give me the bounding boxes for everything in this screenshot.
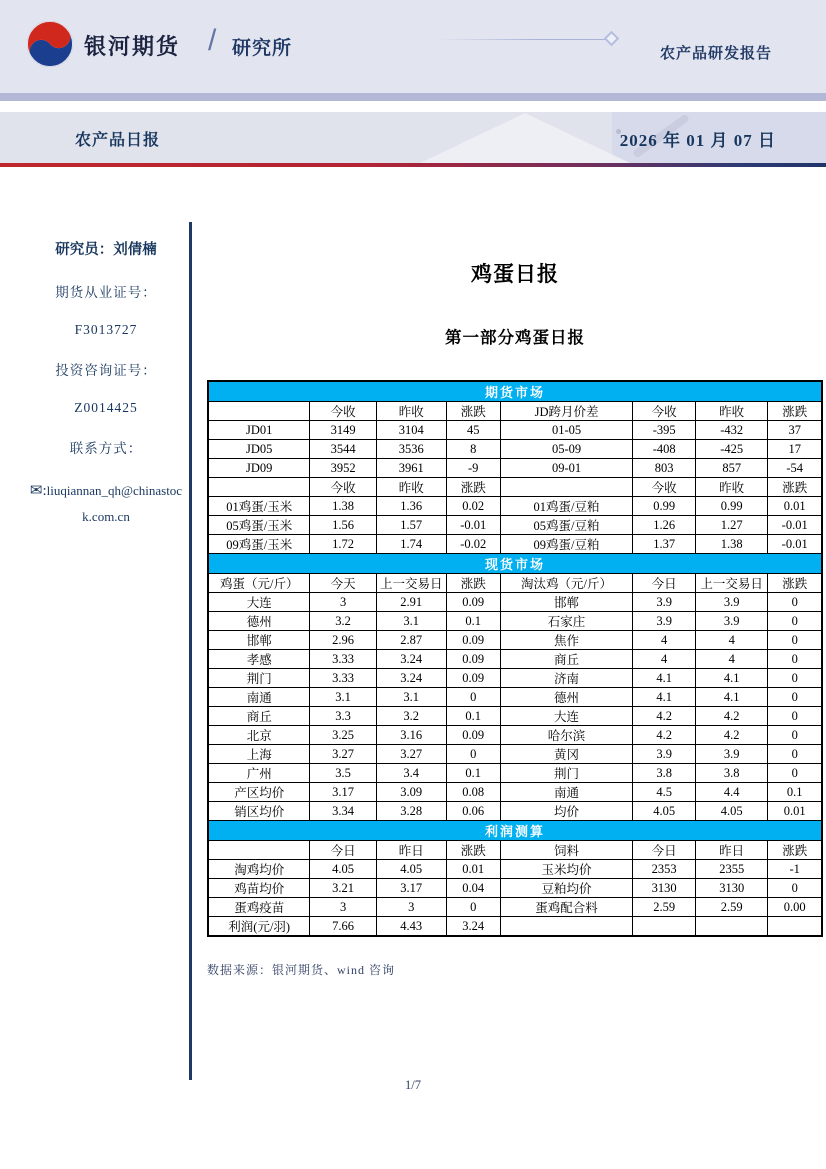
data-cell: 05-09 [500, 440, 633, 459]
data-cell: 3.9 [633, 612, 696, 631]
data-cell: 8 [446, 440, 500, 459]
researcher-name: 研究员：刘倩楠 [55, 242, 157, 258]
data-cell: 1.36 [376, 497, 446, 516]
data-cell: 3 [376, 898, 446, 917]
column-header-cell: 今收 [633, 402, 696, 421]
data-cell: 3.1 [376, 612, 446, 631]
data-cell: 哈尔滨 [500, 726, 633, 745]
data-cell: 4.4 [695, 783, 767, 802]
column-header-cell [208, 478, 310, 497]
table-row [208, 860, 822, 879]
column-header-cell: 上一交易日 [695, 574, 767, 593]
data-cell: 蛋鸡疫苗 [208, 898, 310, 917]
data-cell: 3.25 [310, 726, 376, 745]
data-cell: 3130 [633, 879, 696, 898]
table-row [208, 898, 822, 917]
data-cell: 09鸡蛋/玉米 [208, 535, 310, 554]
data-cell: 邯郸 [500, 593, 633, 612]
data-cell: 0 [446, 688, 500, 707]
column-header-cell: 昨收 [376, 478, 446, 497]
section-band-label: 期货市场 [208, 381, 822, 402]
data-cell: 淘鸡均价 [208, 860, 310, 879]
data-cell: 1.57 [376, 516, 446, 535]
data-cell: 1.56 [310, 516, 376, 535]
table-row [208, 650, 822, 669]
advisory-license-number: Z0014425 [74, 400, 138, 415]
data-cell: 37 [768, 421, 822, 440]
data-cell: 0.99 [695, 497, 767, 516]
data-cell: 4.2 [695, 707, 767, 726]
data-cell: 0.00 [768, 898, 822, 917]
column-header-cell: 今日 [310, 841, 376, 860]
data-cell: 0.09 [446, 669, 500, 688]
data-cell: 0.1 [446, 612, 500, 631]
banner-title: 农产品日报 [75, 132, 161, 149]
data-cell: 0.09 [446, 631, 500, 650]
data-cell: JD09 [208, 459, 310, 478]
table-row [208, 612, 822, 631]
data-cell: 3 [310, 593, 376, 612]
data-cell: 0 [768, 879, 822, 898]
column-header-cell: 涨跌 [446, 478, 500, 497]
data-cell: 2.91 [376, 593, 446, 612]
data-cell: 01鸡蛋/豆粕 [500, 497, 633, 516]
data-cell: 3.24 [376, 669, 446, 688]
data-cell: 3.17 [376, 879, 446, 898]
data-cell: 0.09 [446, 726, 500, 745]
data-cell: 孝感 [208, 650, 310, 669]
column-header-row [208, 402, 822, 421]
data-cell: 01鸡蛋/玉米 [208, 497, 310, 516]
futures-license-label: 期货从业证号： [55, 285, 157, 300]
contact-label: 联系方式： [69, 441, 143, 456]
data-cell: 3.1 [376, 688, 446, 707]
table-row [208, 440, 822, 459]
diamond-icon [604, 31, 620, 47]
data-cell: 均价 [500, 802, 633, 821]
section-band-row [208, 821, 822, 841]
data-cell: 1.38 [695, 535, 767, 554]
data-cell: 3.2 [376, 707, 446, 726]
data-cell: 3.33 [310, 650, 376, 669]
column-header-cell: 鸡蛋（元/斤） [208, 574, 310, 593]
data-cell: 857 [695, 459, 767, 478]
data-cell: 德州 [208, 612, 310, 631]
data-cell: 南通 [208, 688, 310, 707]
column-header-cell: 昨收 [376, 402, 446, 421]
data-cell: 7.66 [310, 917, 376, 937]
data-cell: 德州 [500, 688, 633, 707]
column-header-cell: 涨跌 [768, 574, 822, 593]
data-cell: -0.01 [446, 516, 500, 535]
column-header-cell: 涨跌 [446, 402, 500, 421]
data-cell: 0 [768, 745, 822, 764]
data-cell: 4.1 [695, 669, 767, 688]
data-cell: 3.27 [310, 745, 376, 764]
data-cell: 3 [310, 898, 376, 917]
table-row [208, 535, 822, 554]
table-row [208, 879, 822, 898]
data-cell: 0.99 [633, 497, 696, 516]
data-cell: 荆门 [208, 669, 310, 688]
table-row [208, 917, 822, 937]
table-row [208, 497, 822, 516]
column-header-cell: 涨跌 [768, 402, 822, 421]
data-cell: 4.05 [376, 860, 446, 879]
data-cell: 3.17 [310, 783, 376, 802]
data-cell: 4.1 [633, 688, 696, 707]
data-cell: 09-01 [500, 459, 633, 478]
data-cell: 2.59 [695, 898, 767, 917]
data-cell: 0 [446, 745, 500, 764]
data-cell: -54 [768, 459, 822, 478]
data-cell: -395 [633, 421, 696, 440]
data-cell: 3.3 [310, 707, 376, 726]
data-cell: 2.87 [376, 631, 446, 650]
table-row [208, 669, 822, 688]
data-cell: 3.28 [376, 802, 446, 821]
table-row [208, 459, 822, 478]
data-cell: 2.59 [633, 898, 696, 917]
data-cell: 4 [695, 631, 767, 650]
data-cell: 1.38 [310, 497, 376, 516]
data-cell: JD05 [208, 440, 310, 459]
data-cell: 3.9 [695, 745, 767, 764]
email-line [28, 478, 184, 528]
column-header-cell: 昨收 [695, 478, 767, 497]
table-row [208, 593, 822, 612]
data-cell: 0.02 [446, 497, 500, 516]
data-cell: 1.26 [633, 516, 696, 535]
data-cell: 济南 [500, 669, 633, 688]
data-cell: 3.9 [633, 745, 696, 764]
data-cell: 大连 [208, 593, 310, 612]
data-cell: 3.9 [695, 612, 767, 631]
data-cell: 4.5 [633, 783, 696, 802]
data-cell: 4.05 [695, 802, 767, 821]
data-cell: 3.8 [695, 764, 767, 783]
main-content [207, 258, 823, 978]
table-row [208, 516, 822, 535]
table-row [208, 631, 822, 650]
data-cell: 0.09 [446, 593, 500, 612]
header-decoration-line [438, 39, 606, 40]
data-cell: -408 [633, 440, 696, 459]
data-cell: 4.2 [695, 726, 767, 745]
report-type-label: 农产品研发报告 [659, 45, 772, 62]
column-header-cell [500, 478, 633, 497]
column-header-cell: 今收 [310, 478, 376, 497]
data-cell: 3.1 [310, 688, 376, 707]
data-cell: 鸡苗均价 [208, 879, 310, 898]
data-cell: -432 [695, 421, 767, 440]
data-cell: 商丘 [208, 707, 310, 726]
data-cell: JD01 [208, 421, 310, 440]
data-cell: 3.9 [633, 593, 696, 612]
data-cell: 3952 [310, 459, 376, 478]
data-cell: -0.01 [768, 535, 822, 554]
table-row [208, 421, 822, 440]
report-table-body [208, 381, 822, 936]
gradient-rule [0, 163, 826, 167]
column-header-cell: 涨跌 [446, 841, 500, 860]
section-band-row [208, 381, 822, 402]
data-cell: 商丘 [500, 650, 633, 669]
data-cell: 3.33 [310, 669, 376, 688]
data-cell: 3961 [376, 459, 446, 478]
data-cell: 邯郸 [208, 631, 310, 650]
data-cell: 4.2 [633, 707, 696, 726]
envelope-icon: ✉: [29, 483, 47, 499]
data-cell: 3536 [376, 440, 446, 459]
data-cell: 0 [446, 898, 500, 917]
data-cell: 0 [768, 707, 822, 726]
data-cell: 4.2 [633, 726, 696, 745]
data-cell: 南通 [500, 783, 633, 802]
data-cell: -425 [695, 440, 767, 459]
data-cell: 0 [768, 726, 822, 745]
column-header-cell: 今日 [633, 841, 696, 860]
data-cell: 2.96 [310, 631, 376, 650]
data-cell: 0.01 [768, 497, 822, 516]
data-cell: 0.1 [446, 764, 500, 783]
column-header-cell: 今日 [633, 574, 696, 593]
data-cell: 0.06 [446, 802, 500, 821]
data-cell: 0.08 [446, 783, 500, 802]
data-cell: 利润(元/羽) [208, 917, 310, 937]
data-cell: 0.04 [446, 879, 500, 898]
data-cell: 3104 [376, 421, 446, 440]
data-cell [633, 917, 696, 937]
column-header-cell: 涨跌 [446, 574, 500, 593]
data-cell: 3.21 [310, 879, 376, 898]
section-band-label: 现货市场 [208, 554, 822, 574]
advisory-license-label: 投资咨询证号： [55, 363, 157, 378]
data-cell: 1.72 [310, 535, 376, 554]
data-cell: 0.01 [446, 860, 500, 879]
section-band-label: 利润测算 [208, 821, 822, 841]
column-header-cell: 昨收 [695, 402, 767, 421]
data-cell: 玉米均价 [500, 860, 633, 879]
data-cell: 0 [768, 669, 822, 688]
data-cell: 蛋鸡配合料 [500, 898, 633, 917]
report-table [207, 380, 823, 937]
data-cell: 0.09 [446, 650, 500, 669]
data-cell: 0 [768, 764, 822, 783]
section-band-row [208, 554, 822, 574]
column-header-cell: 上一交易日 [376, 574, 446, 593]
data-cell: 1.74 [376, 535, 446, 554]
data-cell: -0.01 [768, 516, 822, 535]
brand-name: 银河期货 [84, 34, 181, 59]
data-cell: 3130 [695, 879, 767, 898]
data-cell: 石家庄 [500, 612, 633, 631]
column-header-cell: 今收 [633, 478, 696, 497]
data-cell: 3.2 [310, 612, 376, 631]
data-cell: 2353 [633, 860, 696, 879]
data-cell: -0.02 [446, 535, 500, 554]
data-cell: 3544 [310, 440, 376, 459]
researcher-sidebar [28, 238, 184, 528]
column-header-cell: 昨日 [695, 841, 767, 860]
data-cell [695, 917, 767, 937]
data-cell: 销区均价 [208, 802, 310, 821]
column-header-cell [208, 402, 310, 421]
data-cell: 2355 [695, 860, 767, 879]
data-cell: 3.16 [376, 726, 446, 745]
division-name: 研究所 [232, 38, 293, 59]
data-cell: 3.27 [376, 745, 446, 764]
brand-separator: / [208, 24, 217, 57]
data-cell: -1 [768, 860, 822, 879]
data-cell: 4.05 [633, 802, 696, 821]
data-cell: 荆门 [500, 764, 633, 783]
data-cell: 3.24 [376, 650, 446, 669]
date-banner [0, 112, 826, 163]
data-cell: 3.24 [446, 917, 500, 937]
data-cell: 北京 [208, 726, 310, 745]
data-source-note: 数据来源：银河期货、wind 咨询 [207, 963, 396, 977]
data-cell: 大连 [500, 707, 633, 726]
data-cell: 3.34 [310, 802, 376, 821]
data-cell: 09鸡蛋/豆粕 [500, 535, 633, 554]
email-link[interactable]: liuqiannan_qh@chinastock.com.cn [46, 483, 183, 524]
data-cell: 0 [768, 650, 822, 669]
futures-license-number: F3013727 [74, 322, 138, 337]
data-cell: 05鸡蛋/玉米 [208, 516, 310, 535]
data-cell: 0 [768, 593, 822, 612]
column-header-cell: JD跨月价差 [500, 402, 633, 421]
data-cell: 0.1 [446, 707, 500, 726]
data-cell: 1.27 [695, 516, 767, 535]
data-cell: 3149 [310, 421, 376, 440]
data-cell [500, 917, 633, 937]
data-cell: 黄冈 [500, 745, 633, 764]
page-title: 鸡蛋日报 [471, 262, 559, 286]
data-cell: 3.4 [376, 764, 446, 783]
table-row [208, 764, 822, 783]
table-row [208, 783, 822, 802]
data-cell: 3.9 [695, 593, 767, 612]
data-cell: 4.1 [633, 669, 696, 688]
table-row [208, 802, 822, 821]
data-cell: 4 [695, 650, 767, 669]
data-cell: 焦作 [500, 631, 633, 650]
column-header-cell: 今收 [310, 402, 376, 421]
data-cell: 4.05 [310, 860, 376, 879]
column-header-cell: 今天 [310, 574, 376, 593]
table-row [208, 707, 822, 726]
report-date: 2026 年 01 月 07 日 [619, 131, 776, 150]
column-header-row [208, 841, 822, 860]
data-cell: 1.37 [633, 535, 696, 554]
data-cell: 4 [633, 631, 696, 650]
data-cell: 4.1 [695, 688, 767, 707]
top-header [0, 0, 826, 93]
table-row [208, 726, 822, 745]
data-cell: 广州 [208, 764, 310, 783]
data-cell: 上海 [208, 745, 310, 764]
data-cell: 0.1 [768, 783, 822, 802]
data-cell: 0.01 [768, 802, 822, 821]
table-row [208, 745, 822, 764]
data-cell: 0 [768, 612, 822, 631]
galaxy-futures-logo-icon [26, 20, 74, 68]
data-cell: 0 [768, 631, 822, 650]
triangle-watermark [420, 113, 630, 163]
data-cell: 803 [633, 459, 696, 478]
page-number: 1/7 [405, 1078, 421, 1092]
data-cell: 4 [633, 650, 696, 669]
data-cell: 产区均价 [208, 783, 310, 802]
data-cell: 3.09 [376, 783, 446, 802]
column-header-cell: 淘汰鸡（元/斤） [500, 574, 633, 593]
column-header-row [208, 574, 822, 593]
column-header-cell [208, 841, 310, 860]
header-divider-band [0, 93, 826, 101]
vertical-divider [189, 222, 192, 1080]
data-cell: 45 [446, 421, 500, 440]
column-header-cell: 昨日 [376, 841, 446, 860]
table-row [208, 688, 822, 707]
data-cell: 0 [768, 688, 822, 707]
data-cell: 4.43 [376, 917, 446, 937]
data-cell: 3.5 [310, 764, 376, 783]
data-cell [768, 917, 822, 937]
column-header-cell: 饲料 [500, 841, 633, 860]
data-cell: 豆粕均价 [500, 879, 633, 898]
data-cell: 01-05 [500, 421, 633, 440]
column-header-cell: 涨跌 [768, 841, 822, 860]
data-cell: 17 [768, 440, 822, 459]
data-cell: 05鸡蛋/豆粕 [500, 516, 633, 535]
column-header-row [208, 478, 822, 497]
section-subtitle: 第一部分鸡蛋日报 [445, 328, 585, 347]
column-header-cell: 涨跌 [768, 478, 822, 497]
data-cell: 3.8 [633, 764, 696, 783]
data-cell: -9 [446, 459, 500, 478]
